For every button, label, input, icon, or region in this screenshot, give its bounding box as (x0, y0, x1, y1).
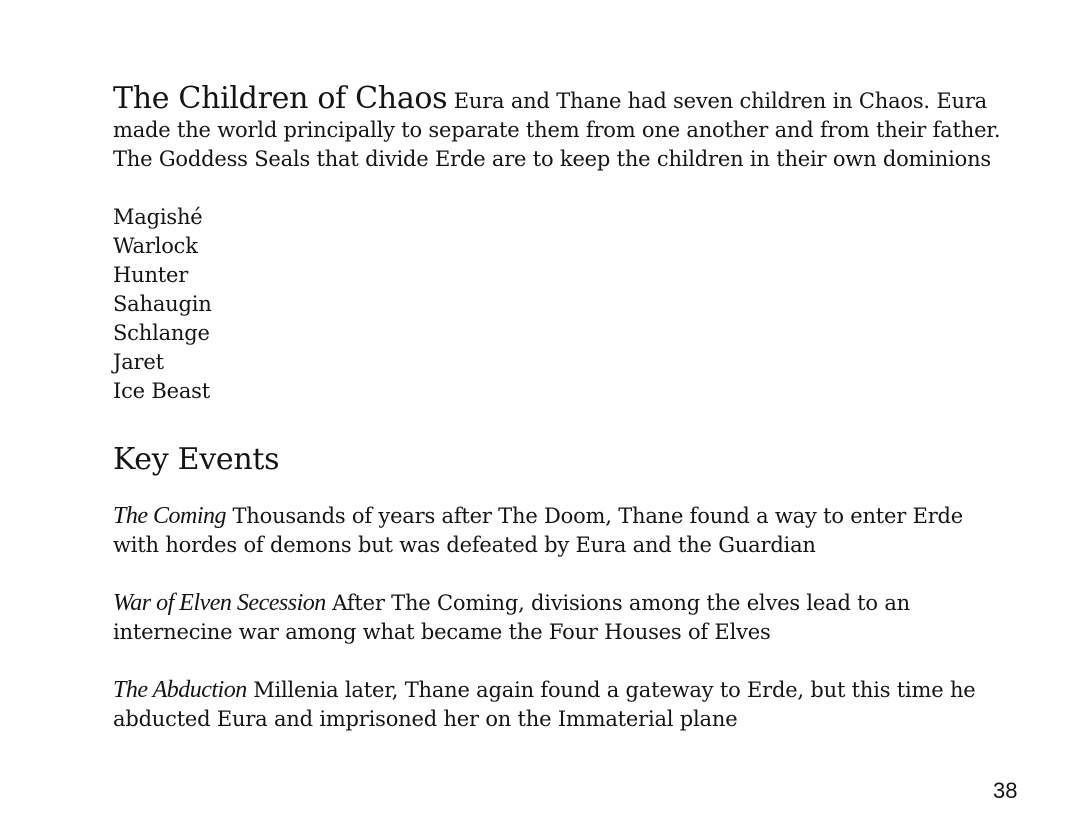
event-title: The Coming (113, 503, 227, 529)
page-content (113, 81, 1013, 763)
event-text: After The Coming, divisions among the elves lead to an internecine war among what became the Four Houses of Elves (113, 591, 910, 644)
event-title: The Abduction (113, 677, 247, 703)
child-item: Sahaugin (113, 292, 212, 316)
section-heading-children-of-chaos: The Children of Chaos (113, 81, 448, 116)
key-events-list (113, 502, 1013, 734)
children-list (113, 203, 1013, 406)
child-item: Schlange (113, 321, 210, 345)
section-heading-key-events: Key Events (113, 442, 280, 477)
page-number: 38 (993, 778, 1018, 803)
event-item (113, 589, 1013, 647)
intro-paragraph (113, 81, 1013, 174)
child-item: Warlock (113, 234, 198, 258)
event-title: War of Elven Secession (113, 590, 326, 616)
event-item (113, 676, 1013, 734)
event-item (113, 502, 1013, 560)
child-item: Jaret (113, 350, 164, 374)
intro-text: Eura and Thane had seven children in Chaos. Eura made the world principally to separate them from one another and from their father. The Goddess Seals that divide Erde are to keep the children in their own dominions (113, 89, 1001, 171)
event-text: Thousands of years after The Doom, Thane found a way to enter Erde with hordes of demons but was defeated by Eura and the Guardian (113, 504, 964, 557)
child-item: Magishé (113, 205, 203, 229)
event-text: Millenia later, Thane again found a gateway to Erde, but this time he abducted Eura and imprisoned her on the Immaterial plane (113, 678, 976, 731)
child-item: Hunter (113, 263, 189, 287)
child-item: Ice Beast (113, 379, 210, 403)
